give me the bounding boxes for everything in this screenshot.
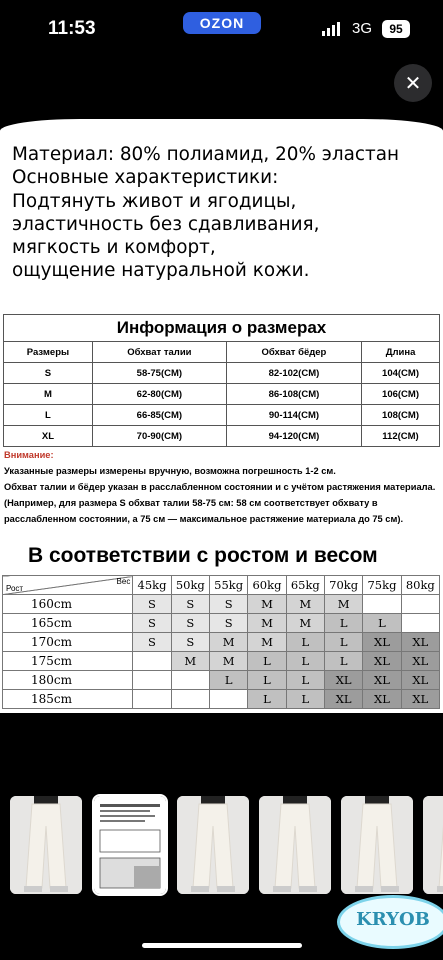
intro-line: эластичность без сдавливания, [12, 213, 320, 235]
fit-size-cell: L [286, 652, 324, 671]
fit-size-cell: M [248, 614, 286, 633]
fit-size-cell: XL [363, 671, 401, 690]
size-cell: 70-90(CM) [92, 426, 226, 447]
intro-line: Основные характеристики: [12, 167, 279, 189]
fit-size-cell: XL [401, 633, 439, 652]
fit-size-cell: L [286, 671, 324, 690]
fit-size-cell [133, 690, 171, 709]
fit-size-cell: S [133, 614, 171, 633]
thumbnail-photo[interactable] [341, 796, 413, 894]
fit-size-cell [133, 671, 171, 690]
fit-size-cell [401, 614, 439, 633]
fit-size-cell: XL [363, 633, 401, 652]
fit-size-cell: S [171, 595, 209, 614]
table-row [3, 652, 440, 671]
size-cell: 58-75(CM) [92, 363, 226, 384]
height-label: 175cm [3, 652, 133, 671]
fit-size-cell: M [248, 595, 286, 614]
status-time: 11:53 [48, 18, 96, 39]
thumbnail-size-chart[interactable] [94, 796, 166, 894]
intro-line: Материал: 80% полиамид, 20% эластан [12, 144, 400, 165]
size-cell: 104(CM) [362, 363, 440, 384]
table-row [4, 363, 440, 384]
size-cell: 94-120(CM) [226, 426, 361, 447]
size-header-cell: Обхват талии [92, 342, 226, 363]
close-button[interactable]: ✕ [394, 64, 432, 102]
weight-header: 70kg [324, 576, 362, 595]
ozon-logo-badge: OZON [183, 12, 261, 34]
fit-size-cell: L [286, 690, 324, 709]
height-label: 170cm [3, 633, 133, 652]
size-cell: 112(CM) [362, 426, 440, 447]
corner-weight-label: Вес [116, 577, 131, 586]
fit-size-cell: M [209, 633, 247, 652]
fit-corner-cell [3, 576, 133, 595]
fit-size-cell [401, 595, 439, 614]
height-label: 180cm [3, 671, 133, 690]
size-table-title: Информация о размерах [4, 315, 440, 342]
pants-photo-icon [259, 796, 331, 894]
measurement-notice [4, 447, 440, 527]
table-row [3, 690, 440, 709]
pants-photo-icon [341, 796, 413, 894]
size-header-cell: Обхват бёдер [226, 342, 361, 363]
thumbnail-strip [0, 796, 443, 896]
size-cell: L [4, 405, 93, 426]
fit-size-cell: XL [401, 652, 439, 671]
fit-size-cell: L [209, 671, 247, 690]
fit-size-cell: L [286, 633, 324, 652]
fit-size-cell: S [171, 633, 209, 652]
weight-header: 60kg [248, 576, 286, 595]
weight-header: 50kg [171, 576, 209, 595]
fit-size-cell [363, 595, 401, 614]
height-label: 165cm [3, 614, 133, 633]
weight-header: 80kg [401, 576, 439, 595]
home-indicator [142, 943, 302, 948]
size-cell: 90-114(CM) [226, 405, 361, 426]
height-label: 160cm [3, 595, 133, 614]
table-row [3, 595, 440, 614]
table-row [4, 426, 440, 447]
notice-heading: Внимание: [4, 450, 54, 460]
size-cell: S [4, 363, 93, 384]
fit-size-cell: M [209, 652, 247, 671]
size-chart-thumbnail-icon [94, 796, 166, 894]
table-row [3, 614, 440, 633]
size-cell: 108(CM) [362, 405, 440, 426]
fit-size-cell: S [133, 633, 171, 652]
fit-size-cell: M [286, 595, 324, 614]
thumbnail-photo[interactable] [177, 796, 249, 894]
size-header-cell: Размеры [4, 342, 93, 363]
fit-size-cell: XL [324, 690, 362, 709]
fit-size-cell [209, 690, 247, 709]
size-cell: M [4, 384, 93, 405]
notice-line: Указанные размеры измерены вручную, возможна погрешность 1-2 см. [4, 466, 336, 476]
fit-size-cell: XL [363, 652, 401, 671]
intro-line: ощущение натуральной кожи. [12, 260, 310, 282]
fit-size-cell: M [171, 652, 209, 671]
fit-size-cell: XL [324, 671, 362, 690]
fit-size-cell: L [324, 652, 362, 671]
fit-size-cell: L [248, 652, 286, 671]
status-bar [0, 0, 443, 60]
pants-photo-icon [423, 796, 443, 894]
fit-size-cell [133, 652, 171, 671]
weight-header: 55kg [209, 576, 247, 595]
weight-header: 65kg [286, 576, 324, 595]
thumbnail-photo[interactable] [259, 796, 331, 894]
weight-header: 75kg [363, 576, 401, 595]
fit-size-cell: L [248, 690, 286, 709]
size-cell: XL [4, 426, 93, 447]
fit-size-cell: L [248, 671, 286, 690]
product-image-card [0, 119, 443, 713]
pants-photo-icon [10, 796, 82, 894]
size-cell: 86-108(CM) [226, 384, 361, 405]
signal-icon [322, 22, 342, 36]
fit-size-cell: XL [401, 671, 439, 690]
corner-height-label: Рост [6, 584, 24, 593]
fit-size-cell: M [248, 633, 286, 652]
size-cell: 106(CM) [362, 384, 440, 405]
notice-line: Обхват талии и бёдер указан в расслабленном состоянии и с учётом растяжения материала. [4, 482, 436, 492]
network-label: 3G [352, 20, 373, 37]
fit-size-cell: L [324, 614, 362, 633]
size-cell: 66-85(CM) [92, 405, 226, 426]
size-table-header [4, 342, 440, 363]
fit-size-cell [171, 690, 209, 709]
fit-size-cell: XL [401, 690, 439, 709]
height-label: 185cm [3, 690, 133, 709]
thumbnail-photo[interactable] [10, 796, 82, 894]
fit-table-body [3, 595, 440, 709]
weight-header: 45kg [133, 576, 171, 595]
description-text [12, 143, 440, 283]
table-row [3, 671, 440, 690]
pants-photo-icon [177, 796, 249, 894]
table-row [3, 633, 440, 652]
fit-size-cell [171, 671, 209, 690]
fit-size-cell: XL [363, 690, 401, 709]
fit-size-cell: S [133, 595, 171, 614]
fit-table-title: В соответствии с ростом и весом [28, 544, 378, 567]
fit-size-cell: S [209, 614, 247, 633]
battery-icon: 95 [382, 20, 410, 38]
fit-size-cell: S [209, 595, 247, 614]
intro-line: мягкость и комфорт, [12, 237, 216, 259]
fit-size-cell: L [324, 633, 362, 652]
table-row [4, 405, 440, 426]
size-cell: 62-80(CM) [92, 384, 226, 405]
size-table [3, 314, 440, 447]
intro-line: Подтянуть живот и ягодицы, [12, 190, 297, 212]
notice-line: (Например, для размера S обхват талии 58-75 см: 58 см соответствует обхвату в расслабленном состоянии, а 75 см — максимальное растяжение материала до 75 см). [4, 498, 404, 524]
fit-size-cell: S [171, 614, 209, 633]
table-row [4, 384, 440, 405]
fit-size-cell: M [324, 595, 362, 614]
thumbnail-photo[interactable] [423, 796, 443, 894]
size-header-cell: Длина [362, 342, 440, 363]
fit-size-cell: M [286, 614, 324, 633]
fit-size-cell: L [363, 614, 401, 633]
fit-header-row [3, 576, 440, 595]
height-weight-table [2, 575, 440, 709]
kryob-watermark: KRYOB [337, 895, 443, 949]
size-cell: 82-102(CM) [226, 363, 361, 384]
